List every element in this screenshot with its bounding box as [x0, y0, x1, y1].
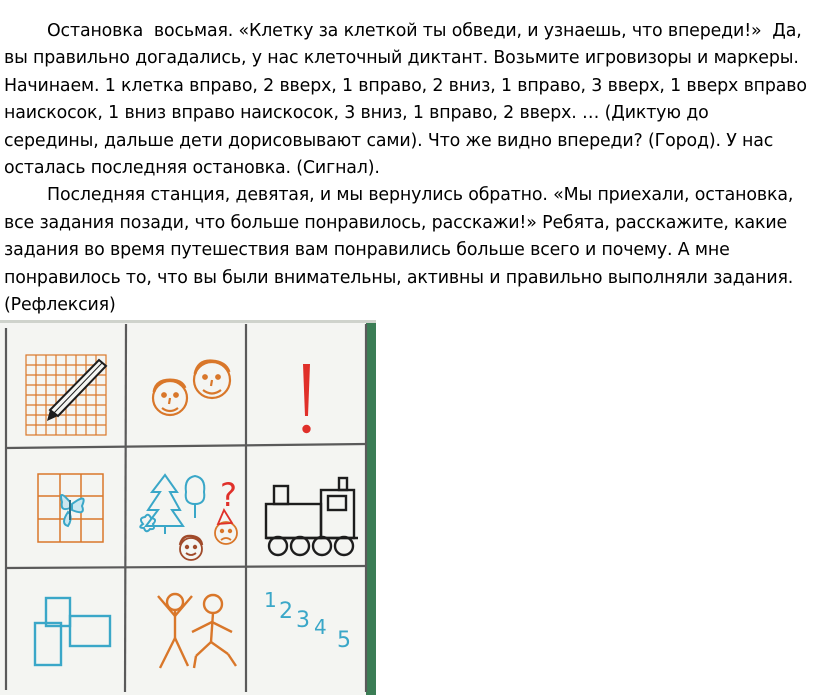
- number-4: 4: [314, 615, 327, 639]
- text-line-8: все задания позади, что больше понравилось, расскажи!» Ребята, расскажите, какие: [4, 212, 788, 233]
- text-line-2: вы правильно догадались, у нас клеточный диктант. Возьмите игровизоры и маркеры.: [4, 48, 799, 69]
- text-line-5: середины, дальше дети дорисовывают сами). Что же видно впереди? (Город). У нас: [4, 130, 774, 151]
- board-edge: [366, 320, 376, 695]
- text-line-3: Начинаем. 1 клетка вправо, 2 вверх, 1 вправо, 2 вниз, 1 вправо, 3 вверх, 1 вверх вправо: [4, 75, 807, 96]
- text-line-7: Последняя станция, девятая, и мы вернулись обратно. «Мы приехали, остановка,: [4, 185, 794, 206]
- text-line-9: задания во время путешествия вам понравились больше всего и почему. А мне: [4, 240, 730, 261]
- number-3: 3: [296, 608, 310, 633]
- text-line-6: осталась последняя остановка. (Сигнал).: [4, 158, 380, 179]
- text-line-11: (Рефлексия): [4, 295, 116, 316]
- lesson-text: [4, 18, 812, 319]
- text-line-4: наискосок, 1 вниз вправо наискосок, 3 вниз, 1 вправо, 2 вверх. … (Диктую до: [4, 103, 709, 124]
- question-mark: ?: [220, 476, 237, 514]
- whiteboard-drawing: [0, 320, 376, 695]
- text-line-1: Остановка восьмая. «Клетку за клеткой ты обведи, и узнаешь, что впереди!» Да,: [4, 21, 802, 41]
- number-2: 2: [279, 599, 293, 624]
- number-1: 1: [264, 588, 277, 612]
- whiteboard-photo: [0, 320, 376, 695]
- text-line-10: понравилось то, что вы были внимательны, активны и правильно выполняли задания.: [4, 267, 794, 288]
- number-5: 5: [337, 628, 351, 653]
